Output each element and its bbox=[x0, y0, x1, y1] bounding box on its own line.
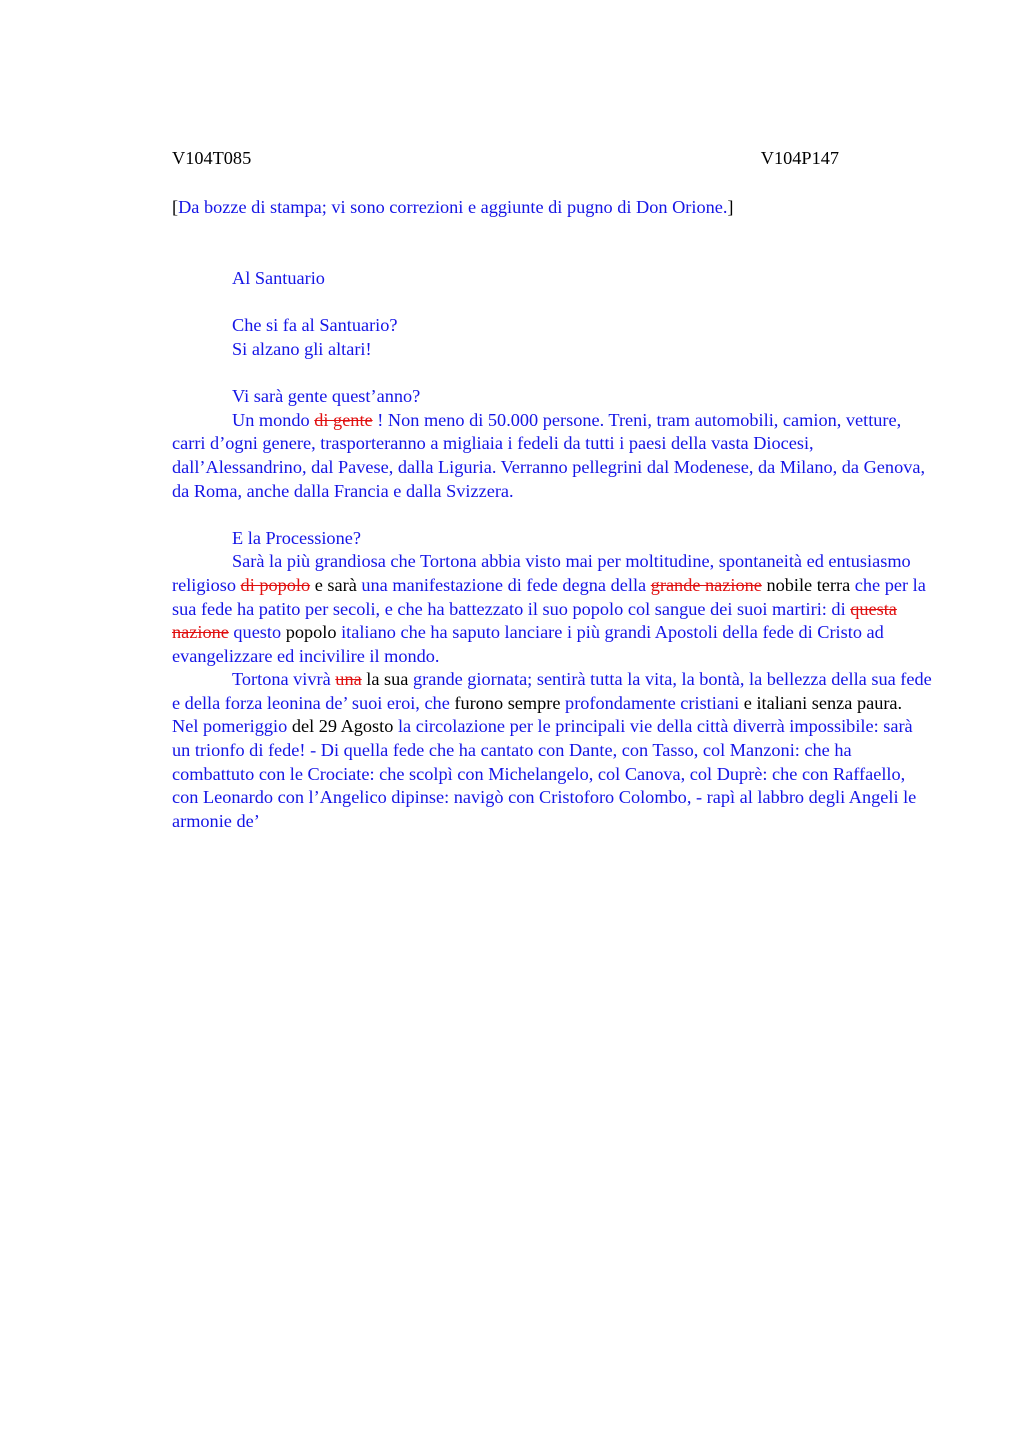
text-run: Tortona vivrà bbox=[232, 669, 336, 690]
answer-1: Si alzano gli altari! bbox=[232, 338, 372, 359]
question-2: Vi sarà gente quest’anno? bbox=[232, 386, 421, 407]
question-1: Che si fa al Santuario? bbox=[232, 315, 398, 336]
handwritten-addition: e italiani senza paura. bbox=[739, 692, 903, 713]
deleted-text: una bbox=[335, 669, 362, 690]
editorial-note bbox=[172, 196, 932, 220]
text-run: Un mondo bbox=[232, 409, 315, 430]
question-3: E la Processione? bbox=[232, 527, 361, 548]
text-run: la circolazione per le principali vie della città diverrà impossibile: sarà un trionfo di fede! - Di quella fede che ha cantato con Dante, con Tasso, col Manzoni: che ha combattuto con le Crociate: che scolpì con Michelangelo, col Canova, col Duprè: che con Raffaello, con Leonardo con l’Angelico dipinse: navigò con Cristoforo Colombo, - rapì al labbro degli Angeli le armonie de’ bbox=[172, 716, 917, 831]
text-run: profondamente cristiani bbox=[560, 692, 740, 713]
text-run: questo bbox=[228, 622, 286, 643]
note-text: Da bozze di stampa; vi sono correzioni e aggiunte di pugno di Don Orione. bbox=[178, 196, 728, 217]
article-title: Al Santuario bbox=[232, 268, 325, 289]
text-run: ! Non meno di 50.000 persone. Treni, tram automobili, camion, vetture, carri d’ogni genere, trasporteranno a migliaia i fedeli da tutti i paesi della vasta Diocesi, dall’Alessandrino, dal Pavese, dalla Liguria. Verranno pellegrini dal Modenese, da Milano, da Genova, da Roma, anche dalla Francia e dalla Svizzera. bbox=[172, 409, 926, 501]
text-run: italiano che ha saputo lanciare i più grandi Apostoli della fede di Cristo ad evangelizzare ed incivilire il mondo. bbox=[172, 622, 884, 666]
deleted-text: di popolo bbox=[240, 574, 311, 595]
deleted-text: di gente bbox=[314, 409, 373, 430]
deleted-text: questa nazione bbox=[172, 598, 897, 643]
deleted-text: grande nazione bbox=[650, 574, 762, 595]
note-open-bracket: [ bbox=[172, 196, 179, 217]
document-code-left: V104T085 bbox=[172, 148, 252, 168]
handwritten-addition: e sarà bbox=[310, 574, 362, 595]
text-run: che per la sua fede ha patito per secoli, e che ha battezzato il suo popolo col sangue dei suoi martiri: di bbox=[172, 574, 926, 619]
handwritten-addition: del 29 Agosto bbox=[287, 716, 394, 737]
text-run: una manifestazione di fede degna della bbox=[361, 574, 651, 595]
paragraph-tortona bbox=[172, 668, 932, 833]
text-run: grande giornata; sentirà tutta la vita, la bontà, la bellezza della sua fede e della forza leonina de’ suoi eroi, che bbox=[172, 669, 932, 713]
document-page bbox=[172, 145, 932, 833]
handwritten-addition: popolo bbox=[285, 622, 337, 643]
paragraph-procession bbox=[172, 550, 932, 668]
text-run: Sarà la più grandiosa che Tortona abbia visto mai per moltitudine, spontaneità ed entusiasmo religioso bbox=[172, 551, 911, 595]
handwritten-addition: furono sempre bbox=[449, 692, 561, 713]
note-close-bracket: ] bbox=[727, 196, 734, 217]
handwritten-addition: la sua bbox=[361, 669, 409, 690]
handwritten-addition: nobile terra bbox=[761, 574, 851, 595]
text-run: Nel pomeriggio bbox=[172, 716, 288, 737]
document-code-right: V104P147 bbox=[760, 148, 839, 168]
page-header bbox=[172, 147, 839, 171]
paragraph-crowd bbox=[172, 409, 932, 503]
